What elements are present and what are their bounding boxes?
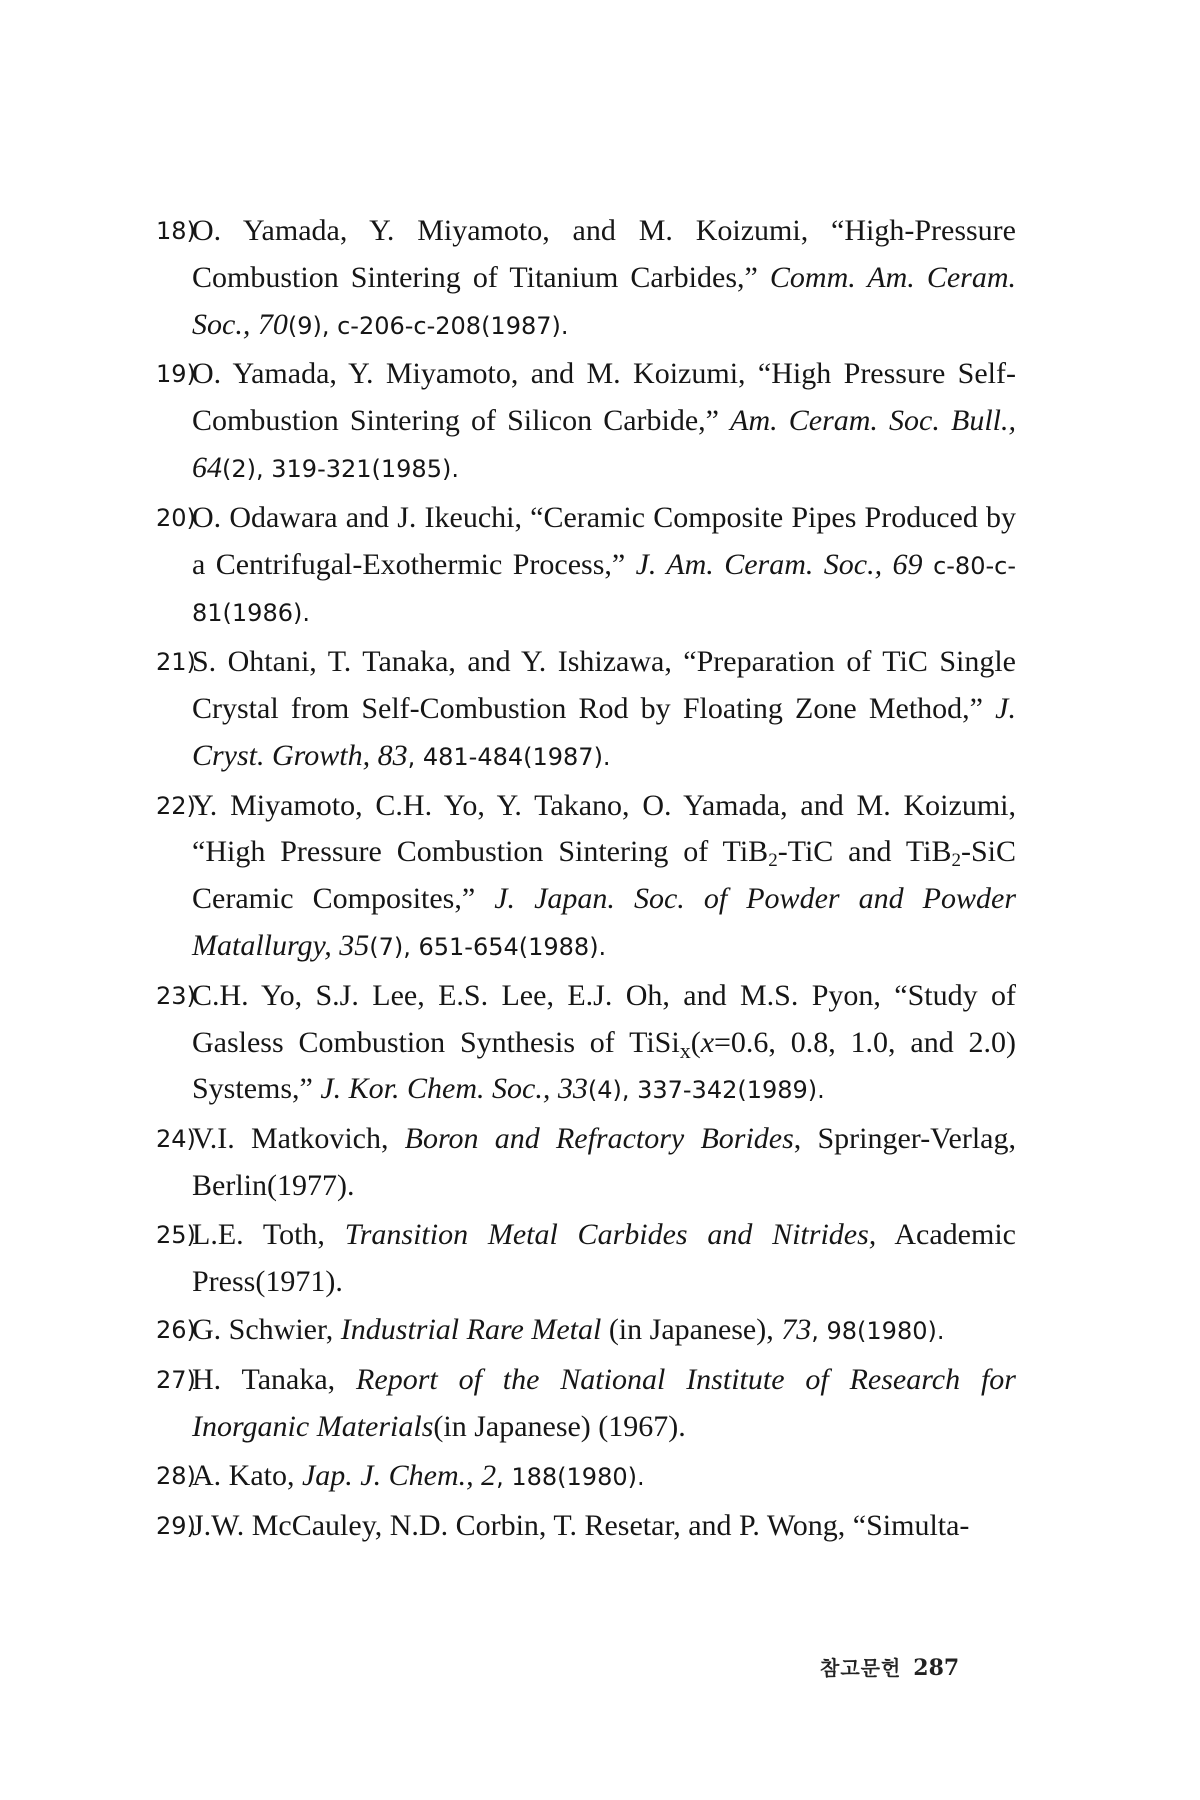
running-title: 참고문헌 — [820, 1656, 902, 1680]
reference-text: O. Odawara and J. Ikeuchi, “Ceramic Composite Pipes Produced by a Centrifugal-Exothermic Process,” — [192, 500, 1016, 581]
reference-text: O. Yamada, Y. Miyamoto, and M. Koizumi, “High Pressure Self-Combustion Sintering of Silicon Carbide,” — [192, 357, 1016, 438]
reference-text: Transition Metal Carbides and Nitrides, — [344, 1217, 877, 1251]
reference-text: L.E. Toth, — [192, 1217, 345, 1251]
reference-text: =0.6, 0.8, 1.0, and 2.0) Systems,” — [192, 1025, 1016, 1106]
reference-text: Jap. J. Chem., 2 — [301, 1458, 497, 1492]
reference-text: V.I. Matkovich, — [192, 1122, 405, 1156]
reference-text: 2 — [951, 850, 961, 872]
reference-text: Academic Press(1971). — [192, 1217, 1016, 1298]
reference-item — [156, 973, 1016, 1114]
reference-text: O. Yamada, Y. Miyamoto, and M. Koizumi, “High-Pressure Combustion Sintering of Titanium Carbides,” — [192, 214, 1016, 294]
reference-text: (4), 337-342(1989). — [587, 1076, 825, 1105]
reference-text: J. Cryst. Growth, 83 — [192, 691, 1016, 772]
reference-item — [156, 1453, 1016, 1501]
reference-number: 28) — [156, 1461, 196, 1490]
reference-number: 21) — [156, 648, 196, 677]
reference-text: (2), 319-321(1985). — [222, 454, 459, 483]
reference-text: -TiC and TiB — [777, 835, 952, 869]
reference-text: 2 — [768, 850, 778, 872]
reference-number: 27) — [156, 1366, 196, 1395]
page-number: 287 — [913, 1655, 960, 1681]
reference-item — [156, 783, 1016, 971]
reference-item — [156, 1212, 1016, 1306]
reference-number: 29) — [156, 1511, 196, 1540]
reference-item — [156, 208, 1017, 349]
reference-text: (9), c-206-c-208(1987). — [287, 311, 569, 340]
reference-text: , 188(1980). — [496, 1462, 645, 1491]
reference-text: G. Schwier, — [192, 1313, 341, 1347]
reference-text: (in Japanese), — [601, 1313, 782, 1347]
reference-text: , 481-484(1987). — [407, 742, 611, 771]
page-footer — [820, 1652, 959, 1681]
reference-text: ( — [690, 1025, 701, 1059]
reference-text: -SiC Ceramic Composites,” — [192, 835, 1016, 916]
reference-item — [156, 1116, 1016, 1210]
reference-text: Y. Miyamoto, C.H. Yo, Y. Takano, O. Yamada, and M. Koizumi, “High Pressure Combustion Sintering of TiB — [192, 788, 1016, 869]
reference-text: S. Ohtani, T. Tanaka, and Y. Ishizawa, “Preparation of TiC Single Crystal from Self-Combustion Rod by Floating Zone Method,” — [192, 645, 1016, 725]
reference-list — [156, 208, 1017, 1551]
reference-text: J. Am. Ceram. Soc., 69 — [635, 547, 923, 581]
reference-text: J. Kor. Chem. Soc., 33 — [320, 1072, 588, 1106]
reference-number: 20) — [156, 503, 196, 532]
reference-item — [156, 1357, 1016, 1451]
reference-text: J.W. McCauley, N.D. Corbin, T. Resetar, and P. Wong, “Simulta- — [192, 1508, 970, 1542]
reference-number: 18) — [156, 217, 196, 245]
reference-text: 73 — [781, 1313, 812, 1347]
reference-text: , Springer-Verlag, Berlin(1977). — [192, 1122, 1016, 1202]
reference-text: H. Tanaka, — [192, 1363, 357, 1397]
reference-item — [156, 495, 1016, 637]
reference-number: 23) — [156, 981, 196, 1010]
reference-text: x — [679, 1037, 691, 1063]
reference-text: (7), 651-654(1988). — [369, 932, 607, 961]
reference-text: Comm. Am. Ceram. Soc., 70 — [192, 260, 1017, 341]
reference-text: Report of the National Institute of Research for Inorganic Materials — [192, 1363, 1016, 1443]
reference-text: Boron and Refractory Borides — [404, 1122, 794, 1156]
reference-number: 19) — [156, 360, 196, 389]
reference-item — [156, 351, 1016, 492]
reference-text: C.H. Yo, S.J. Lee, E.S. Lee, E.J. Oh, and M.S. Pyon, “Study of Gasless Combustion Synthesis of TiSi — [192, 978, 1016, 1059]
reference-text: (in Japanese) (1967). — [433, 1409, 686, 1443]
reference-text: Am. Ceram. Soc. Bull., 64 — [192, 404, 1016, 484]
reference-item — [156, 1307, 1016, 1355]
reference-number: 24) — [156, 1125, 196, 1154]
reference-number: 22) — [156, 791, 196, 820]
reference-text: c-80-c-81(1986). — [192, 551, 1016, 628]
reference-number: 25) — [156, 1220, 196, 1249]
reference-item — [156, 1503, 1016, 1550]
reference-text: J. Japan. Soc. of Powder and Powder Matallurgy, 35 — [192, 882, 1016, 962]
reference-text: x — [700, 1025, 715, 1059]
reference-number: 26) — [156, 1316, 196, 1345]
reference-text: A. Kato, — [192, 1458, 302, 1492]
reference-text: , 98(1980). — [811, 1317, 945, 1346]
reference-item — [156, 639, 1016, 780]
reference-text: Industrial Rare Metal — [340, 1313, 602, 1347]
